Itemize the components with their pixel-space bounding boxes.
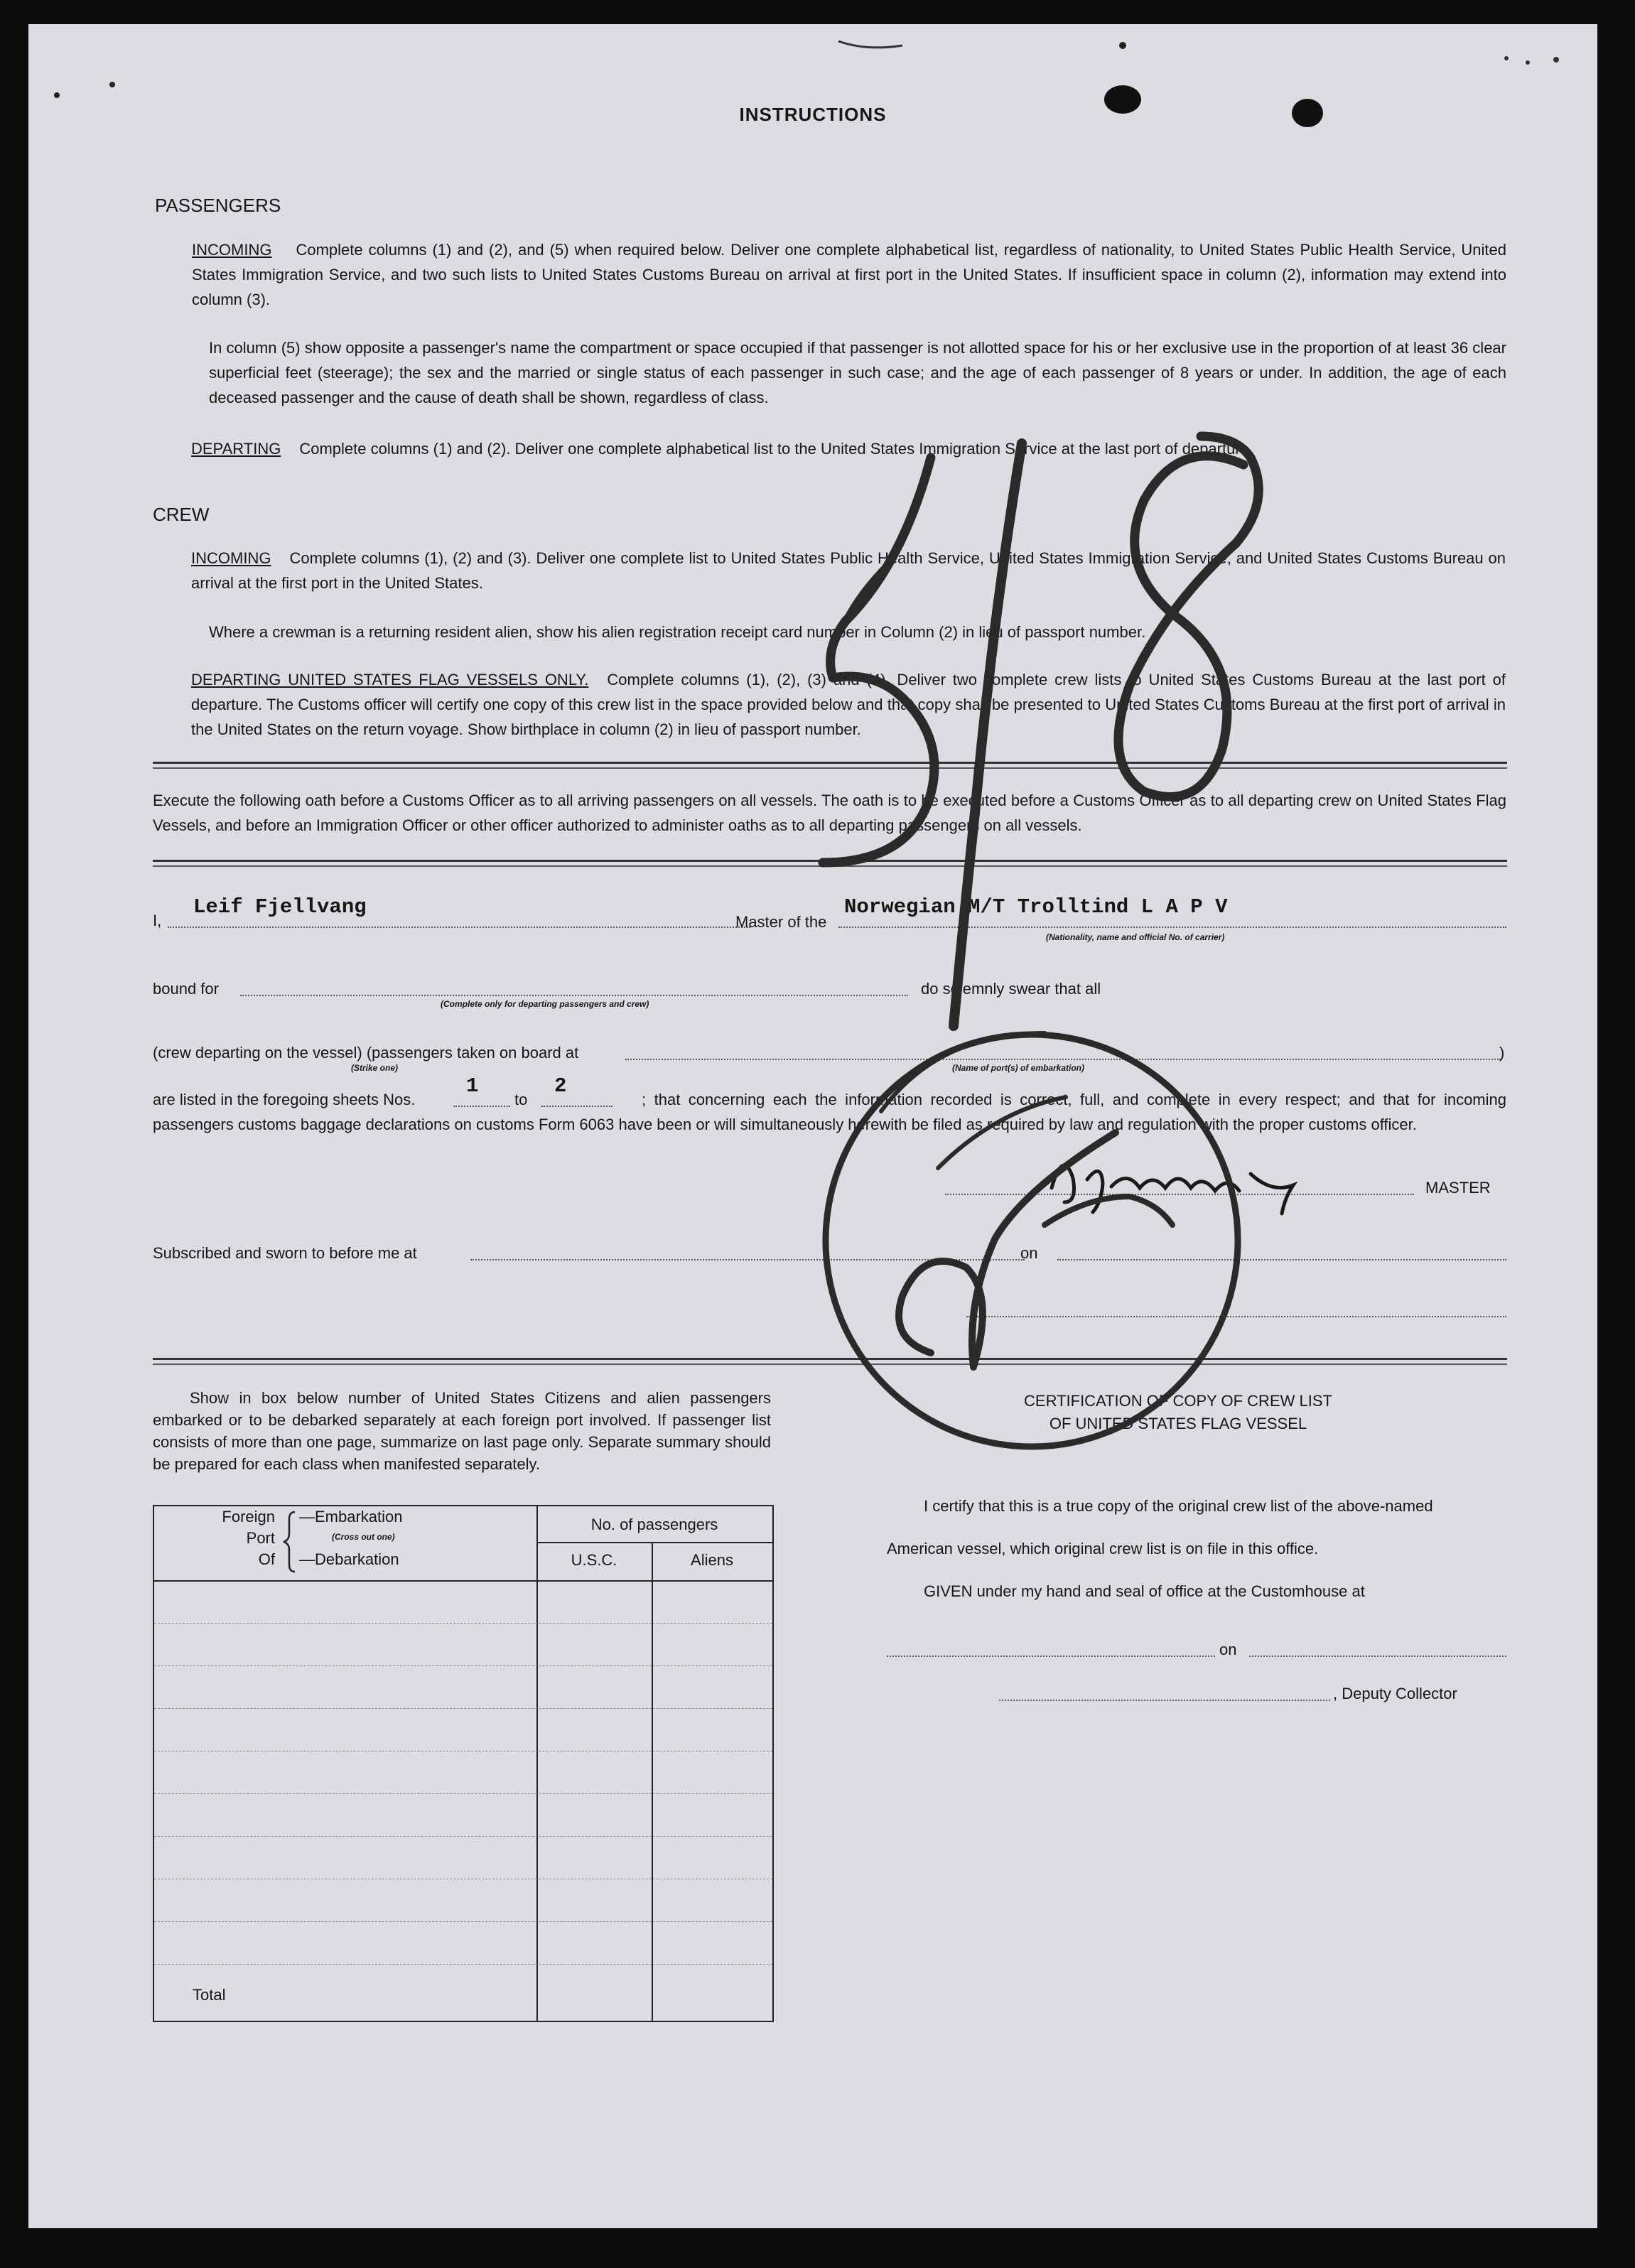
- column5-paragraph: In column (5) show opposite a passenger's name the compartment or space occupied if that passenger is not allotted space for his or her exclusive use in the proportion of at least 36 clear superficial feet (steerage); the sex and the married or single status of each passenger in such case; and the age of each passenger of 8 years or under. In addition, the age of each deceased passenger and the cause of death shall be shown, regardless of class.: [209, 339, 1506, 406]
- aliens-header: Aliens: [691, 1551, 733, 1569]
- summary-instructions: Show in box below number of United States Citizens and alien passengers embarked or to be debarked separately at each foreign port involved. If passenger list consists of more than one page, summarize on last page only. Separate summary should be prepared for each class when manifested separately.: [153, 1389, 771, 1473]
- oath-intro: Execute the following oath before a Customs Officer as to all arriving passengers on all vessels. The oath is to be executed before a Customs Officer as to all departing crew on United States Flag Vessels, and before an Immigration Officer or other officer authorized to administer oaths as to all departing passengers on all vessels.: [153, 792, 1506, 834]
- page-title: INSTRUCTIONS: [739, 104, 887, 125]
- cross-out-caption: (Cross out one): [332, 1532, 395, 1542]
- crew-incoming-label: INCOMING: [191, 549, 271, 567]
- crew-resident-paragraph: Where a crewman is a returning resident alien, show his alien registration receipt card number in Column (2) in lieu of passport number.: [209, 623, 1146, 641]
- crew-departing-label: DEPARTING UNITED STATES FLAG VESSELS ONLY.: [191, 671, 589, 688]
- port-caption: (Name of port(s) of embarkation): [952, 1063, 1085, 1073]
- certification-text-line1: I certify that this is a true copy of the original crew list of the above-named: [924, 1497, 1433, 1515]
- listed-text: are listed in the foregoing sheets Nos.: [153, 1091, 416, 1108]
- bound-for-label: bound for: [153, 980, 219, 998]
- certification-text-line2: American vessel, which original crew list is on file in this office.: [887, 1540, 1319, 1557]
- certification-title-line2: OF UNITED STATES FLAG VESSEL: [1049, 1415, 1307, 1432]
- passengers-departing-label: DEPARTING: [191, 440, 281, 458]
- usc-header: U.S.C.: [571, 1551, 617, 1569]
- vessel-caption: (Nationality, name and official No. of carrier): [1046, 932, 1225, 942]
- declaration-text: ; that concerning each the information recorded is correct, full, and complete in every respect; and that for incoming passengers customs baggage declarations on customs Form 6063 have been or will simultaneously herewith be filed as required by law and regulation with the proper customs officer.: [153, 1091, 1506, 1133]
- i-label: I,: [153, 912, 162, 929]
- swear-text: do solemnly swear that all: [921, 980, 1101, 998]
- debarkation-label: —Debarkation: [299, 1550, 399, 1568]
- col-of: Of: [258, 1550, 275, 1568]
- document-page: [28, 24, 1597, 2228]
- given-text: GIVEN under my hand and seal of office at the Customhouse at: [924, 1582, 1365, 1600]
- passengers-departing-text: Complete columns (1) and (2). Deliver one complete alphabetical list to the United States Immigration Service at the last port of departure.: [299, 440, 1253, 458]
- certification-title-line1: CERTIFICATION OF COPY OF CREW LIST: [1024, 1392, 1332, 1410]
- handwritten-5-8-mark: [28, 24, 1597, 2228]
- col-foreign: Foreign: [222, 1508, 275, 1526]
- bound-for-caption: (Complete only for departing passengers and crew): [441, 999, 649, 1009]
- subscribed-label: Subscribed and sworn to before me at: [153, 1244, 417, 1262]
- master-name-value: Leif Fjellvang: [193, 895, 367, 919]
- on-label: on: [1020, 1244, 1038, 1262]
- passengers-incoming-text: Complete columns (1) and (2), and (5) when required below. Deliver one complete alphabetical list, regardless of nationality, to United States Public Health Service, United States Immigration Service, and two such lists to United States Customs Bureau on arrival at first port in the United States. If insufficient space in column (2), information may extend into column (3).: [192, 241, 1506, 308]
- total-label: Total: [193, 1986, 226, 2004]
- vessel-value: Norwegian M/T Trolltind L A P V: [844, 895, 1228, 919]
- master-of-label: Master of the: [735, 913, 827, 931]
- deputy-collector-label: , Deputy Collector: [1333, 1685, 1457, 1702]
- no-passengers-header: No. of passengers: [590, 1516, 718, 1533]
- col-port: Port: [246, 1529, 275, 1547]
- sheet-to-value: 2: [554, 1074, 567, 1098]
- sheet-from-value: 1: [466, 1074, 479, 1098]
- to-label: to: [514, 1091, 528, 1108]
- embarkation-label: —Embarkation: [299, 1508, 403, 1526]
- crew-departing-text: Complete columns (1), (2), (3) and (4). Deliver two complete crew lists to United States Customs Bureau at the last port of departure. The Customs officer will certify one copy of this crew list in the space provided below and that copy shall be presented to United States Customs Bureau at the first port of arrival in the United States on the return voyage. Show birthplace in column (2) in lieu of passport number.: [191, 671, 1506, 738]
- crew-incoming-text: Complete columns (1), (2) and (3). Deliver one complete list to United States Public Health Service, United States Immigration Service, and United States Customs Bureau on arrival at the first port in the United States.: [191, 549, 1506, 592]
- close-paren: ): [1499, 1044, 1505, 1062]
- passengers-incoming-label: INCOMING: [192, 241, 272, 259]
- crew-passengers-text: (crew departing on the vessel) (passengers taken on board at: [153, 1044, 579, 1062]
- passengers-heading: PASSENGERS: [155, 195, 281, 216]
- crew-heading: CREW: [153, 504, 210, 525]
- master-label: MASTER: [1425, 1179, 1491, 1197]
- strike-caption: (Strike one): [351, 1063, 399, 1073]
- cert-on-label: on: [1219, 1641, 1237, 1658]
